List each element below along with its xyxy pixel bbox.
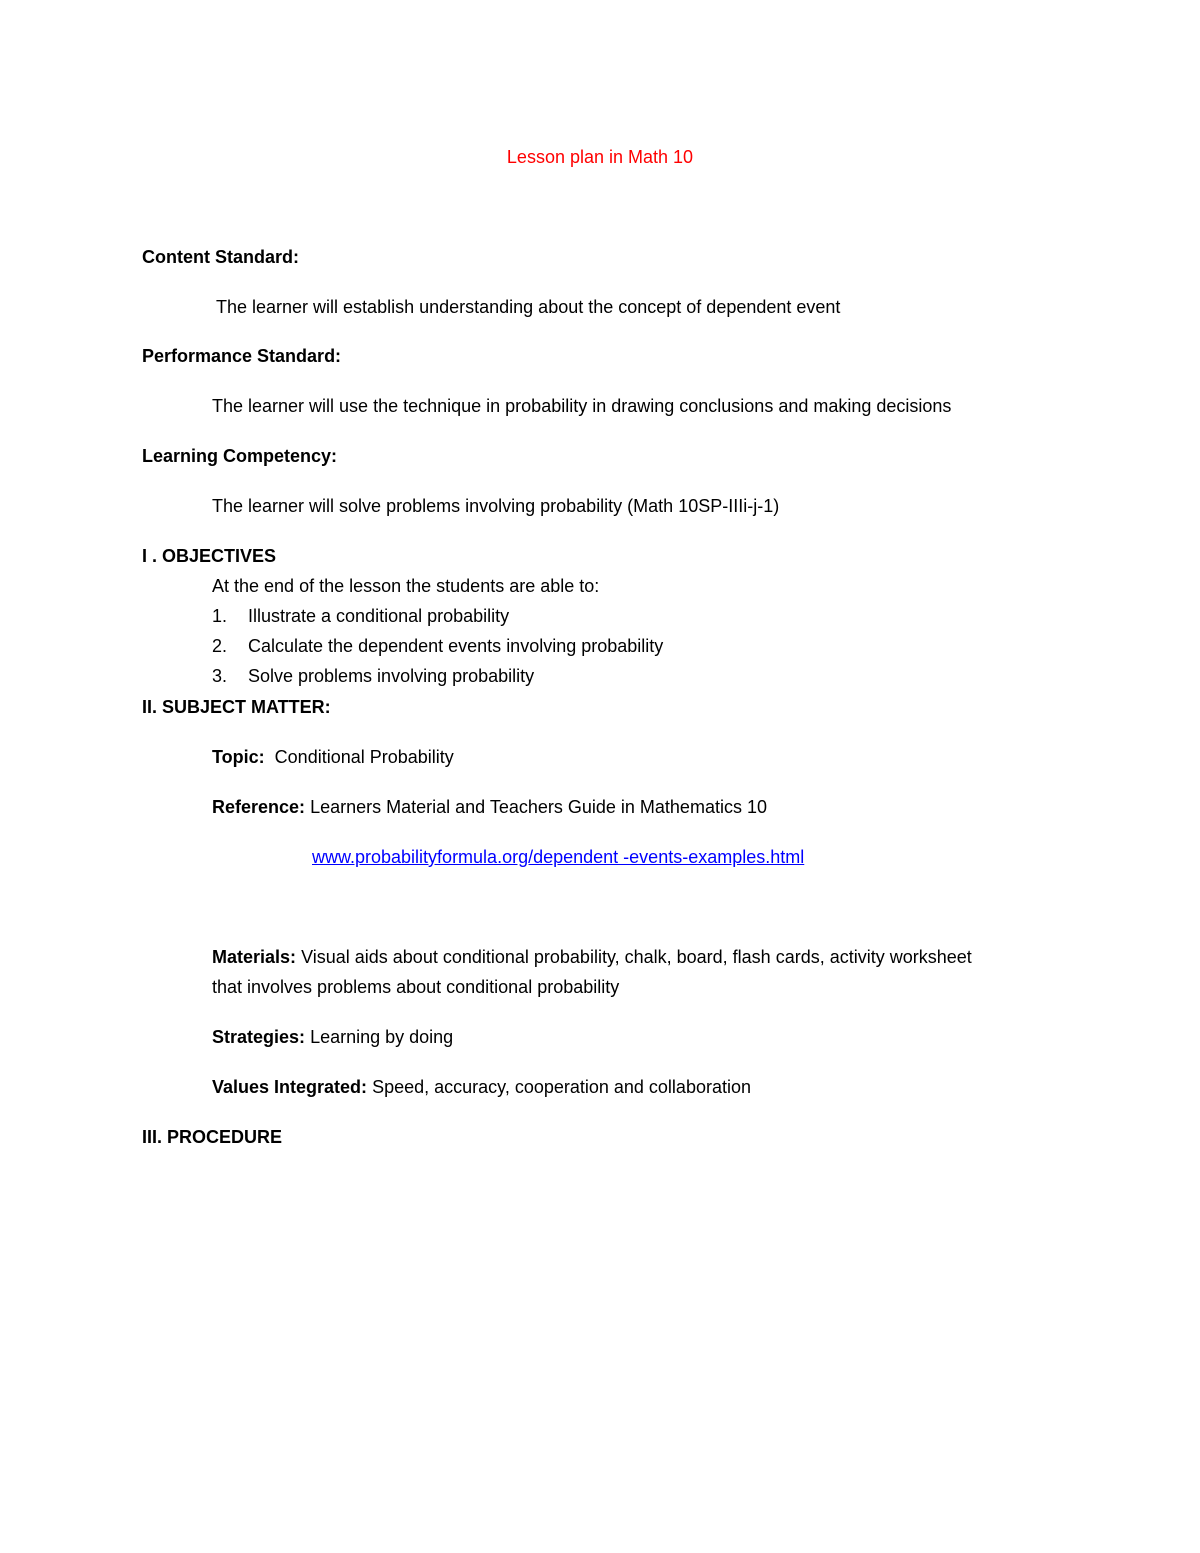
performance-standard-text: The learner will use the technique in probability in drawing conclusions and making decisions bbox=[212, 396, 952, 416]
strategies-label: Strategies: bbox=[212, 1027, 306, 1047]
materials-label: Materials: bbox=[212, 947, 297, 967]
learning-competency-text: The learner will solve problems involving probability (Math 10SP-IIIi-j-1) bbox=[212, 496, 780, 516]
reference-line bbox=[212, 796, 767, 818]
objective-number: 2. bbox=[212, 636, 228, 656]
values-value: Speed, accuracy, cooperation and collaboration bbox=[372, 1077, 751, 1097]
procedure-heading: III. PROCEDURE bbox=[142, 1127, 283, 1147]
objective-text: Solve problems involving probability bbox=[248, 666, 535, 686]
strategies-line bbox=[212, 1026, 453, 1048]
performance-standard-heading: Performance Standard: bbox=[142, 346, 342, 366]
materials-line bbox=[212, 946, 972, 968]
strategies-value: Learning by doing bbox=[310, 1027, 454, 1047]
content-standard-heading: Content Standard: bbox=[142, 247, 299, 267]
objective-item bbox=[212, 605, 509, 627]
objective-number: 1. bbox=[212, 606, 228, 626]
objective-item bbox=[212, 665, 534, 687]
reference-link[interactable]: www.probabilityformula.org/dependent -events-examples.html bbox=[312, 847, 805, 867]
values-line bbox=[212, 1076, 751, 1098]
objective-text: Illustrate a conditional probability bbox=[248, 606, 510, 626]
objective-item bbox=[212, 635, 663, 657]
objective-text: Calculate the dependent events involving probability bbox=[248, 636, 664, 656]
objective-number: 3. bbox=[212, 666, 228, 686]
page-title: Lesson plan in Math 10 bbox=[506, 147, 694, 167]
objectives-heading: I . OBJECTIVES bbox=[142, 546, 277, 566]
subject-matter-heading: II. SUBJECT MATTER: bbox=[142, 697, 331, 717]
topic-line bbox=[212, 746, 454, 768]
topic-value: Conditional Probability bbox=[274, 747, 454, 767]
materials-value: Visual aids about conditional probability, chalk, board, flash cards, activity worksheet bbox=[301, 947, 972, 967]
reference-label: Reference: bbox=[212, 797, 306, 817]
materials-line-continued: that involves problems about conditional probability bbox=[212, 977, 620, 997]
reference-value: Learners Material and Teachers Guide in Mathematics 10 bbox=[310, 797, 767, 817]
topic-label: Topic: bbox=[212, 747, 265, 767]
values-label: Values Integrated: bbox=[212, 1077, 368, 1097]
learning-competency-heading: Learning Competency: bbox=[142, 446, 338, 466]
content-standard-text: The learner will establish understanding about the concept of dependent event bbox=[216, 297, 841, 317]
objectives-intro: At the end of the lesson the students are able to: bbox=[212, 576, 600, 596]
